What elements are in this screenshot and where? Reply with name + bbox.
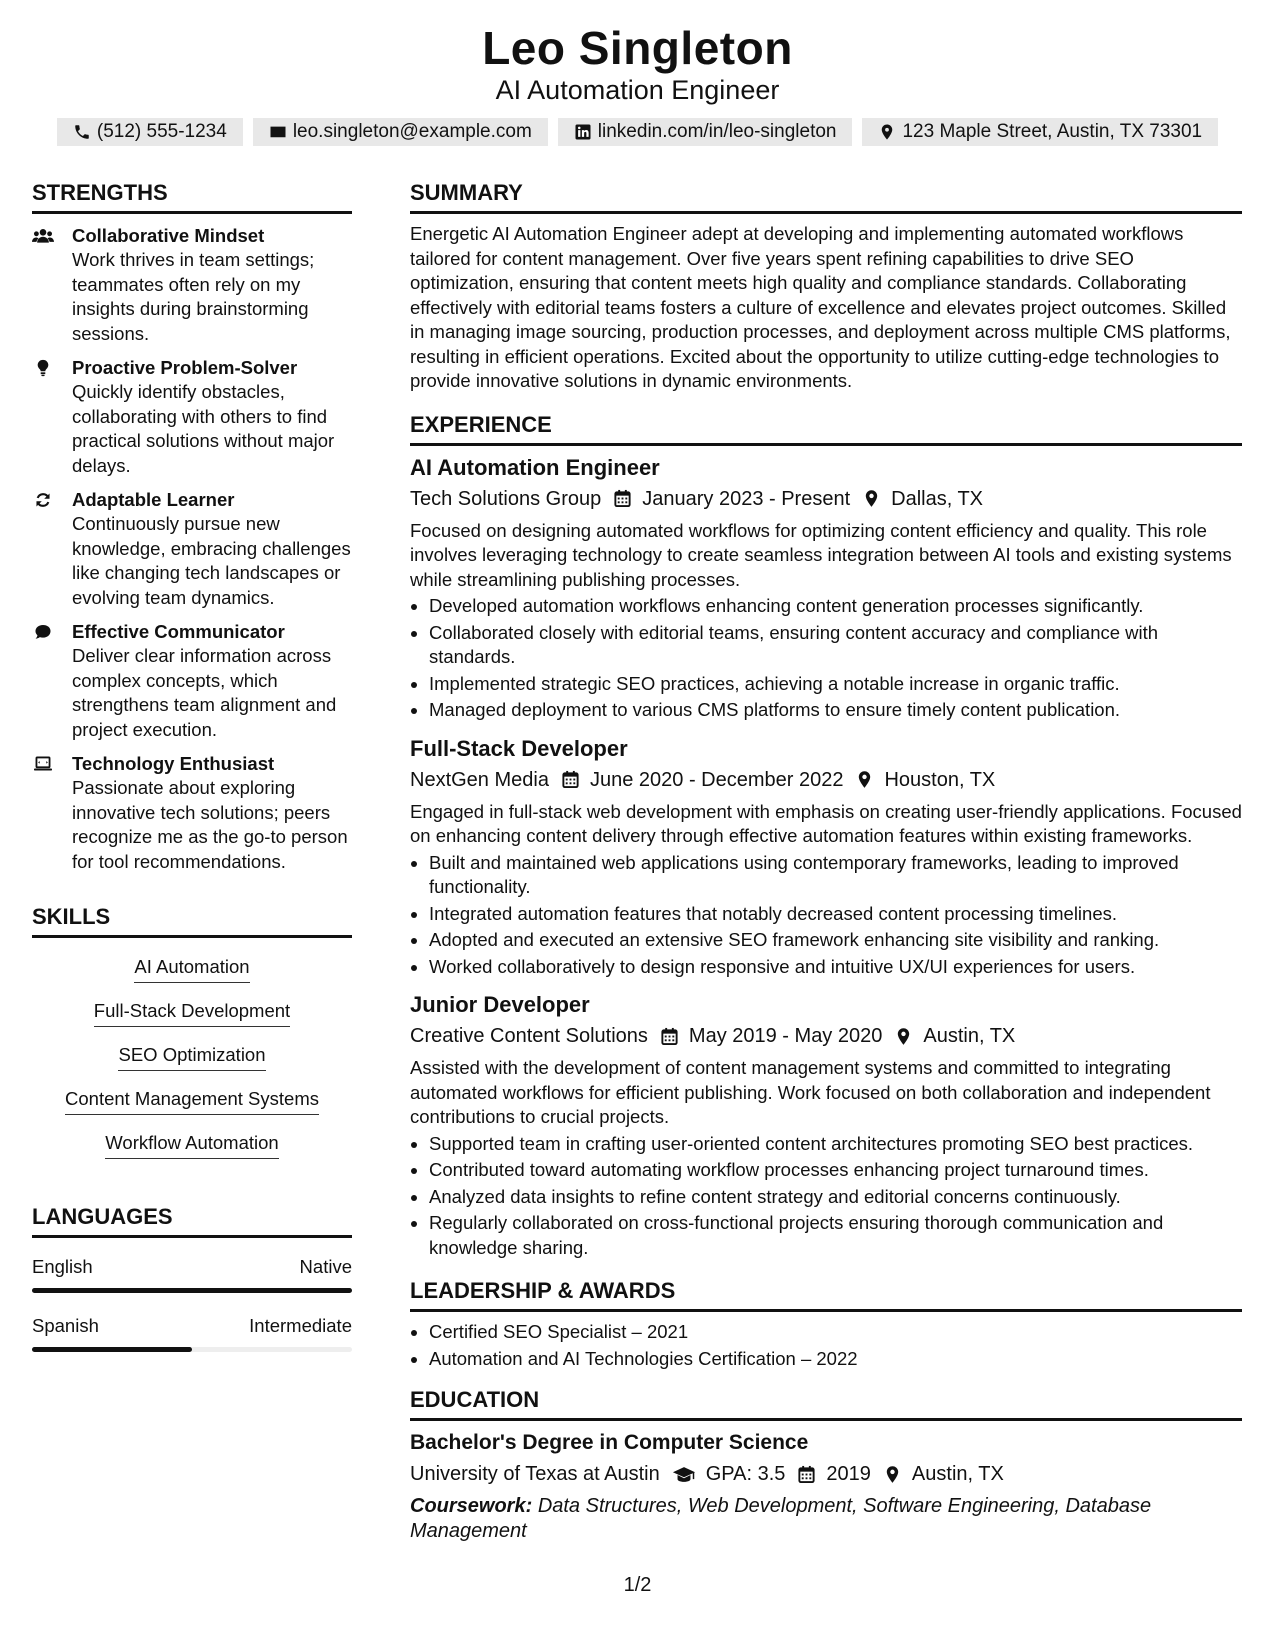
strength-item <box>32 224 352 346</box>
resume-header <box>0 22 1275 146</box>
contact-phone[interactable] <box>57 118 243 146</box>
contact-email[interactable] <box>253 118 548 146</box>
strength-title: Proactive Problem-Solver <box>72 357 298 378</box>
job-bullet: • Adopted and executed an extensive SEO framework enhancing site visibility and ranking. <box>429 928 1242 953</box>
job-dates: January 2023 - Present <box>642 487 851 510</box>
skill-item: Full-Stack Development <box>94 998 290 1027</box>
envelope-icon <box>269 123 287 141</box>
job-bullet: • Regularly collaborated on cross-functional projects ensuring thorough communication and knowledge sharing. <box>429 1211 1242 1260</box>
job-bullet: • Developed automation workflows enhancing content generation processes significantly. <box>429 594 1242 619</box>
strength-title: Effective Communicator <box>72 621 285 642</box>
language-proficiency-fill <box>32 1288 352 1293</box>
right-column <box>410 180 1242 1543</box>
job-description: Assisted with the development of content management systems and committed to integrating automated workflows for efficient publishing. Work focused on both collaboration and independent contributions to crucial projects. <box>410 1057 1211 1127</box>
address-text: 123 Maple Street, Austin, TX 73301 <box>902 121 1203 142</box>
experience-heading: EXPERIENCE <box>410 412 1242 446</box>
school-name: University of Texas at Austin <box>410 1463 660 1485</box>
strength-item <box>32 620 352 742</box>
coursework <box>410 1494 1242 1543</box>
job-entry <box>410 454 1242 723</box>
job-bullets <box>410 851 1242 980</box>
language-name: Spanish <box>32 1315 99 1336</box>
contact-bar <box>0 118 1275 146</box>
skill-item: AI Automation <box>134 954 249 983</box>
job-location: Houston, TX <box>884 768 996 791</box>
job-title: Full-Stack Developer <box>410 735 628 761</box>
strengths-list <box>32 224 352 874</box>
strength-item <box>32 488 352 610</box>
calendar-icon <box>797 1465 816 1484</box>
linkedin-text: linkedin.com/in/leo-singleton <box>597 121 837 142</box>
coursework-label: Coursework: <box>410 1495 533 1517</box>
phone-text: (512) 555-1234 <box>96 121 227 142</box>
award-item: • Certified SEO Specialist – 2021 <box>429 1320 1242 1345</box>
linkedin-icon <box>574 123 592 141</box>
job-meta <box>410 485 1242 513</box>
skills-heading: SKILLS <box>32 904 352 938</box>
map-marker-icon <box>878 123 896 141</box>
job-meta <box>410 766 1242 794</box>
strengths-heading: STRENGTHS <box>32 180 352 214</box>
contact-address <box>862 118 1218 146</box>
job-bullet: • Supported team in crafting user-oriented content architectures promoting SEO best practices. <box>429 1132 1242 1157</box>
left-column <box>32 180 352 1352</box>
contact-linkedin[interactable] <box>558 118 853 146</box>
job-bullet: • Analyzed data insights to refine content strategy and editorial concerns continuously. <box>429 1185 1242 1210</box>
language-level: Intermediate <box>249 1315 352 1336</box>
gpa-text: GPA: 3.5 <box>705 1463 786 1485</box>
job-description: Focused on designing automated workflows for optimizing content efficiency and quality. This role involves leveraging technology to create seamless integration between AI tools and existing systems while streamlining publishing processes. <box>410 519 1232 590</box>
awards-heading: LEADERSHIP & AWARDS <box>410 1278 1242 1312</box>
school-location: Austin, TX <box>911 1463 1004 1485</box>
users-icon <box>32 227 54 245</box>
job-bullet: • Implemented strategic SEO practices, achieving a notable increase in organic traffic. <box>429 672 1242 697</box>
job-meta <box>410 1022 1242 1050</box>
language-item <box>32 1315 352 1352</box>
page-number: 1/2 <box>623 1574 652 1596</box>
summary-text: Energetic AI Automation Engineer adept at developing and implementing automated workflows tailored for content management. Over five years spent refining capabilities to drive SEO optimization, ensuring that content meets high quality and compliance standards. Collaborating effectively with editorial teams fosters a culture of excellence and elevates project outcomes. Skilled in managing image sourcing, production processes, and deployment across multiple CMS platforms, resulting in efficient operations. Excited about the opportunity to utilize cutting-edge technologies to provide innovative solutions in dynamic environments. <box>410 223 1231 391</box>
language-proficiency-bar <box>32 1288 352 1293</box>
coursework-list: Data Structures, Web Development, Software Engineering, Database Management <box>410 1495 1152 1542</box>
job-title: AI Automation Engineer <box>410 454 660 480</box>
email-text: leo.singleton@example.com <box>292 121 532 142</box>
graduation-year: 2019 <box>826 1463 871 1485</box>
phone-icon <box>73 123 91 141</box>
strength-title: Adaptable Learner <box>72 489 235 510</box>
refresh-icon <box>32 491 54 509</box>
job-bullets <box>410 1132 1242 1261</box>
strength-desc: Quickly identify obstacles, collaborating with others to find practical solutions without major delays. <box>72 381 335 476</box>
job-entry <box>410 991 1242 1260</box>
strength-desc: Work thrives in team settings; teammates often rely on my insights during brainstorming sessions. <box>72 249 315 344</box>
job-dates: June 2020 - December 2022 <box>589 768 844 791</box>
laptop-icon <box>32 755 54 773</box>
job-bullets <box>410 594 1242 723</box>
job-dates: May 2019 - May 2020 <box>688 1025 883 1047</box>
calendar-icon <box>660 1027 679 1046</box>
languages-heading: LANGUAGES <box>32 1204 352 1238</box>
job-company: Tech Solutions Group <box>410 487 602 510</box>
calendar-icon <box>613 489 632 508</box>
skills-list <box>32 946 352 1166</box>
job-bullet: • Contributed toward automating workflow processes enhancing project turnaround times. <box>429 1158 1242 1183</box>
language-proficiency-fill <box>32 1347 192 1352</box>
education-meta <box>410 1460 1242 1488</box>
strength-item <box>32 356 352 478</box>
language-proficiency-bar <box>32 1347 352 1352</box>
job-title: Junior Developer <box>410 992 590 1017</box>
job-bullet: • Built and maintained web applications using contemporary frameworks, leading to improved functionality. <box>429 851 1242 900</box>
job-location: Austin, TX <box>923 1025 1016 1047</box>
strength-desc: Passionate about exploring innovative tech solutions; peers recognize me as the go-to person for tool recommendations. <box>72 777 348 872</box>
summary-heading: SUMMARY <box>410 180 1242 214</box>
language-name: English <box>32 1256 93 1277</box>
language-item <box>32 1256 352 1293</box>
map-marker-icon <box>883 1465 902 1484</box>
graduation-cap-icon <box>672 1465 696 1484</box>
lightbulb-icon <box>32 359 54 377</box>
strength-item <box>32 752 352 874</box>
map-marker-icon <box>855 770 874 789</box>
award-item: • Automation and AI Technologies Certification – 2022 <box>429 1347 1242 1372</box>
strength-desc: Continuously pursue new knowledge, embracing challenges like changing tech landscapes or evolving team dynamics. <box>72 513 351 608</box>
job-company: NextGen Media <box>410 768 549 791</box>
job-company: Creative Content Solutions <box>410 1025 648 1047</box>
skill-item: Workflow Automation <box>105 1130 278 1159</box>
strength-desc: Deliver clear information across complex concepts, which strengthens team alignment and project execution. <box>72 645 337 740</box>
job-description: Engaged in full-stack web development with emphasis on creating user-friendly applications. Focused on enhancing content delivery through effective automation features within existing frameworks. <box>410 800 1242 846</box>
map-marker-icon <box>862 489 881 508</box>
awards-list <box>410 1320 1242 1371</box>
job-entry <box>410 735 1242 980</box>
job-bullet: • Worked collaboratively to design responsive and intuitive UX/UI experiences for users. <box>429 955 1242 980</box>
strength-title: Technology Enthusiast <box>72 753 275 774</box>
language-level: Native <box>299 1256 352 1277</box>
candidate-role: AI Automation Engineer <box>495 75 780 105</box>
job-bullet: • Integrated automation features that notably decreased content processing timelines. <box>429 902 1242 927</box>
job-bullet: • Collaborated closely with editorial teams, ensuring content accuracy and compliance with standards. <box>429 621 1242 670</box>
strength-title: Collaborative Mindset <box>72 225 265 246</box>
job-location: Dallas, TX <box>891 487 984 510</box>
degree-title: Bachelor's Degree in Computer Science <box>410 1431 809 1454</box>
calendar-icon <box>561 770 580 789</box>
skill-item: Content Management Systems <box>65 1086 319 1115</box>
job-bullet: • Managed deployment to various CMS platforms to ensure timely content publication. <box>429 698 1242 723</box>
map-marker-icon <box>894 1027 913 1046</box>
education-heading: EDUCATION <box>410 1387 1242 1421</box>
skill-item: SEO Optimization <box>118 1042 265 1071</box>
comment-icon <box>32 623 54 641</box>
candidate-name: Leo Singleton <box>482 22 793 74</box>
